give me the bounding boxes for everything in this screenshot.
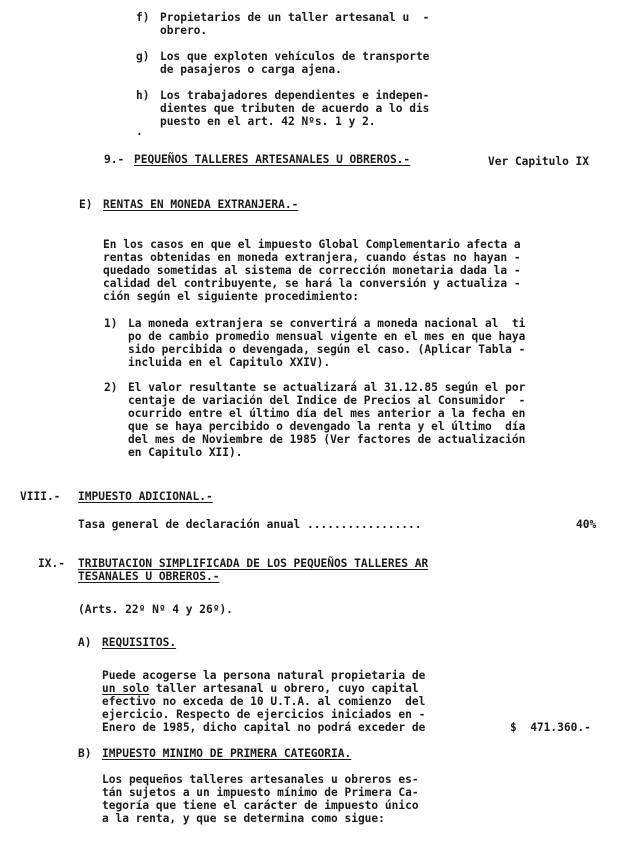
list-item-f-line: Propietarios de un taller artesanal u - [160,11,430,24]
subsection-a-paragraph-line: Puede acogerse la persona natural propietaria de [102,669,426,682]
section-e-item2-line: en Capitulo XII). [128,446,243,459]
list-item-f-line: obrero. [160,24,208,37]
emphasis-un-solo: un solo [102,682,150,695]
section-ix-number: IX.- [38,557,65,570]
section-e-paragraph-line: ción según el siguiente procedimiento: [103,290,359,303]
line-rest: taller artesanal u obrero, cuyo capital [149,682,419,695]
section-e-paragraph-line: calidad del contribuyente, se hará la conversión y actualiza - [103,277,521,290]
section-e-item1-line: po de cambio promedio mensual vigente en el mes en que haya [128,330,526,343]
list-item-h-line: puesto en el art. 42 Nºs. 1 y 2. [160,115,376,128]
section-e-item1-line: La moneda extranjera se convertirá a moneda nacional al ti [128,317,526,330]
section-viii-number: VIII.- [20,490,61,503]
tax-rate-value: 40% [576,518,597,531]
section-e-item2-line: ocurrido entre el último día del mes anterior a la fecha en [128,407,526,420]
list-marker-f: f) [136,11,150,24]
section-e-item2-marker: 2) [104,381,118,394]
tax-rate-label: Tasa general de declaración anual ................. [78,518,422,531]
section-9-title: PEQUEÑOS TALLERES ARTESANALES U OBREROS.- [134,153,411,166]
section-ix-title-line: TESANALES U OBREROS.- [78,570,220,583]
section-e-item2-line: que se haya percibido o devengado la renta y el último día [128,420,526,433]
section-e-paragraph-line: En los casos en que el impuesto Global Complementario afecta a [103,238,521,251]
section-ix-title-line: TRIBUTACION SIMPLIFICADA DE LOS PEQUEÑOS TALLERES AR [78,557,429,570]
section-e-paragraph-line: quedado sometidas al sistema de corrección monetaria dada la - [103,264,521,277]
subsection-b-paragraph-line: a la renta, y que se determina como sigue: [102,812,385,825]
subsection-a-paragraph-line: Enero de 1985, dicho capital no podrá exceder de [102,721,426,734]
section-e-marker: E) [79,198,93,211]
list-marker-g: g) [136,50,150,63]
subsection-b-paragraph-line: Los pequeños talleres artesanales u obreros es- [102,773,419,786]
subsection-b-paragraph-line: tegoría que tiene el carácter de impuesto único [102,799,419,812]
subsection-b-paragraph-line: tán sujetos a un impuesto mínimo de Primera Ca- [102,786,419,799]
subsection-b-title: IMPUESTO MINIMO DE PRIMERA CATEGORIA. [102,747,352,760]
section-e-item2-line: centaje de variación del Indice de Precios al Consumidor - [128,394,526,407]
list-item-h-line: Los trabajadores dependientes e indepen- [160,89,430,102]
section-viii-title: IMPUESTO ADICIONAL.- [78,490,213,503]
subsection-a-paragraph-line: efectivo no exceda de 10 U.T.A. al comienzo del [102,695,426,708]
section-e-item1-line: incluida en el Capitulo XXIV). [128,356,331,369]
stray-dot: . [136,125,143,138]
subsection-a-paragraph-line [102,682,419,695]
capital-limit-amount: $ 471.360.- [510,721,591,734]
subsection-a-paragraph-line: ejercicio. Respecto de ejercicios iniciados en - [102,708,426,721]
section-e-item2-line: El valor resultante se actualizará al 31.12.85 según el por [128,381,526,394]
section-e-paragraph-line: rentas obtenidas en moneda extranjera, cuando éstas no hayan - [103,251,521,264]
section-e-item2-line: del mes de Noviembre de 1985 (Ver factores de actualización [128,433,526,446]
section-e-item1-marker: 1) [104,317,118,330]
list-item-g-line: Los que exploten vehículos de transporte [160,50,430,63]
list-item-g-line: de pasajeros o carga ajena. [160,63,342,76]
subsection-a-marker: A) [78,636,92,649]
section-e-title: RENTAS EN MONEDA EXTRANJERA.- [103,198,299,211]
subsection-b-marker: B) [78,747,92,760]
subsection-a-title: REQUISITOS. [102,636,177,649]
list-item-h-line: dientes que tributen de acuerdo a lo dis [160,102,430,115]
section-e-item1-line: sido percibida o devengada, según el caso. (Aplicar Tabla - [128,343,526,356]
list-marker-h: h) [136,89,150,102]
section-ix-articles: (Arts. 22º Nº 4 y 26º). [78,603,233,616]
section-9-number: 9.- [104,153,125,166]
section-9-reference: Ver Capitulo IX [488,155,590,168]
